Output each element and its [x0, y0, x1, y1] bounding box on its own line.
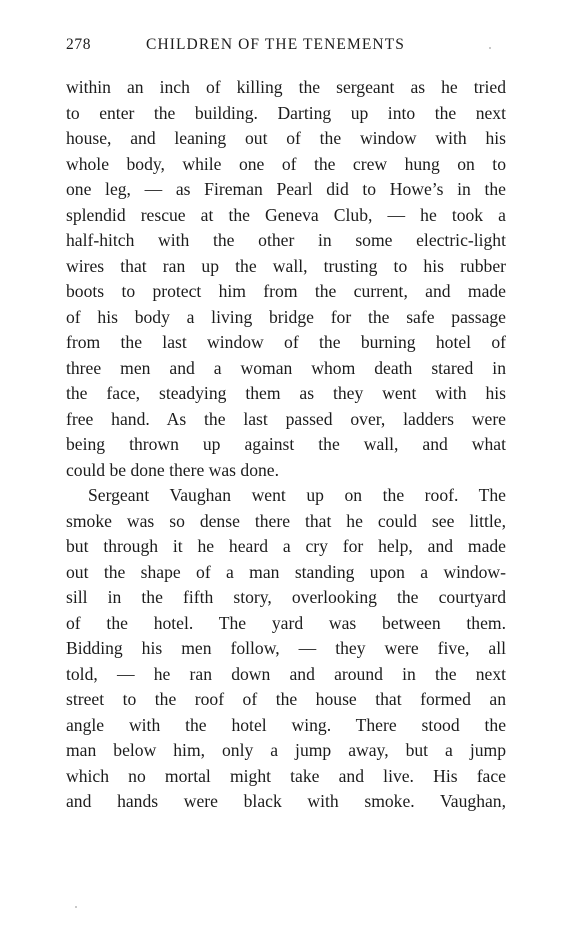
text-line: street to the roof of the house that formed an [66, 689, 506, 709]
paragraph [66, 483, 506, 815]
text-line: within an inch of killing the sergeant as he tried [66, 77, 506, 97]
text-line: free hand. As the last passed over, ladders were [66, 408, 506, 429]
text-line: man below him, only a jump away, but a jump [66, 740, 506, 760]
text-line: told, — he ran down and around in the next [66, 663, 506, 684]
text-line: from the last window of the burning hotel of [66, 332, 506, 352]
text-line: splendid rescue at the Geneva Club, — he took a [66, 204, 506, 225]
text-line: and hands were black with smoke. Vaughan, [66, 791, 506, 811]
text-line: being thrown up against the wall, and what [66, 434, 506, 454]
running-title: CHILDREN OF THE TENEMENTS [146, 36, 405, 53]
page-number: 278 [66, 36, 92, 53]
running-head [66, 36, 506, 58]
paper-speck [489, 47, 491, 49]
text-line: Bidding his men follow, — they were five, all [66, 638, 506, 658]
text-line: smoke was so dense there that he could see little, [66, 510, 506, 531]
text-line: of the hotel. The yard was between them. [66, 612, 506, 633]
text-line: Sergeant Vaughan went up on the roof. The [88, 485, 506, 505]
text-line: boots to protect him from the current, and made [66, 281, 506, 301]
text-line: to enter the building. Darting up into the next [66, 102, 506, 123]
text-line: which no mortal might take and live. His face [66, 765, 506, 786]
text-line: could be done there was done. [66, 459, 280, 480]
text-line: wires that ran up the wall, trusting to his rubber [66, 255, 506, 276]
paper-speck [75, 906, 77, 908]
body-text [66, 75, 506, 815]
text-line: the face, steadying them as they went with his [66, 383, 506, 403]
text-line: house, and leaning out of the window with his [66, 128, 506, 148]
paragraph [66, 75, 506, 483]
text-line: half-hitch with the other in some electric-light [66, 230, 506, 250]
text-line: but through it he heard a cry for help, and made [66, 536, 506, 556]
text-line: three men and a woman whom death stared in [66, 357, 506, 378]
text-line: sill in the fifth story, overlooking the courtyard [66, 587, 506, 607]
text-line: one leg, — as Fireman Pearl did to Howe’s in the [66, 179, 506, 199]
text-line: angle with the hotel wing. There stood the [66, 714, 506, 735]
text-line: whole body, while one of the crew hung on to [66, 153, 506, 174]
text-line: of his body a living bridge for the safe passage [66, 306, 506, 327]
text-line: out the shape of a man standing upon a window- [66, 561, 506, 582]
